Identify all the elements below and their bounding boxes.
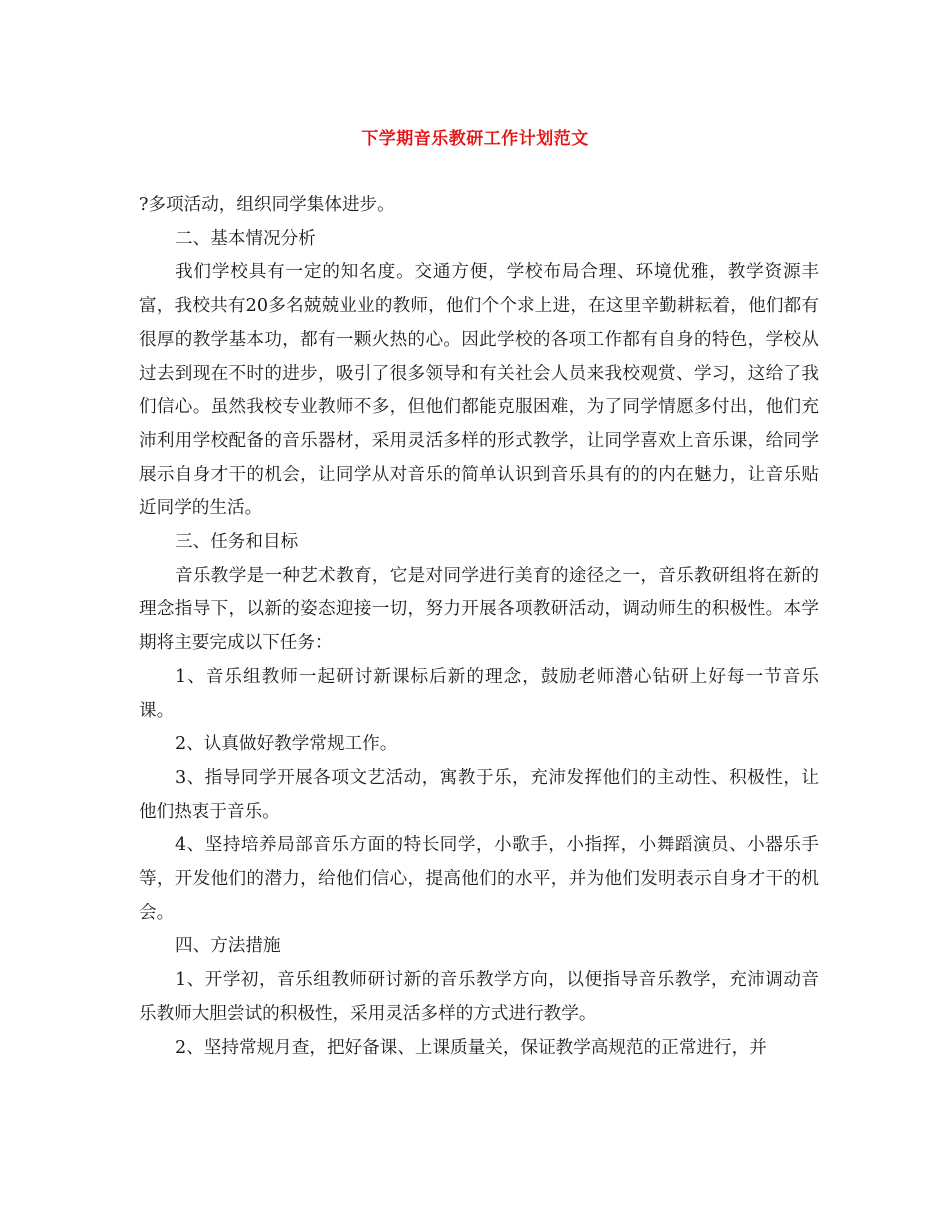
section-heading-basic-situation: 二、基本情况分析 (175, 228, 316, 249)
paragraph: 音乐教学是一种艺术教育，它是对同学进行美育的途径之一，音乐教研组将在新的理念指导下，以新的姿态迎接一切，努力开展各项教研活动，调动师生的积极性。本学期将主要完成以下任务： (139, 565, 819, 654)
list-item: 2、坚持常规月查，把好备课、上课质量关，保证教学高规范的正常进行，并 (175, 1037, 767, 1058)
section-heading-tasks-goals: 三、任务和目标 (175, 532, 299, 553)
list-item: 1、开学初，音乐组教师研讨新的音乐教学方向，以便指导音乐教学，充沛调动音乐教师大胆尝试的积极性，采用灵活多样的方式进行教学。 (139, 970, 819, 1024)
list-item: 3、指导同学开展各项文艺活动，寓教于乐，充沛发挥他们的主动性、积极性，让他们热衷于音乐。 (139, 767, 819, 822)
list-item: 4、坚持培养局部音乐方面的特长同学，小歌手，小指挥，小舞蹈演员、小器乐手等，开发他们的潜力，给他们信心，提高他们的水平，并为他们发明表示自身才干的机会。 (139, 835, 819, 923)
list-item: 2、认真做好教学常规工作。 (175, 734, 398, 755)
document-body (139, 189, 819, 1065)
section-heading-methods: 四、方法措施 (175, 936, 281, 957)
document-title: 下学期音乐教研工作计划范文 (361, 129, 589, 149)
list-item: 1、音乐组教师一起研讨新课标后新的理念，鼓励老师潜心钻研上好每一节音乐课。 (139, 666, 819, 721)
paragraph: ?多项活动，组织同学集体进步。 (139, 195, 395, 215)
paragraph: 我们学校具有一定的知名度。交通方便，学校布局合理、环境优雅，教学资源丰富，我校共有20多名兢兢业业的教师，他们个个求上进，在这里辛勤耕耘着，他们都有很厚的教学基本功，都有一颗火热的心。因此学校的各项工作都有自身的特色，学校从过去到现在不时的进步，吸引了很多领导和有关社会人员来我校观赏、学习，这给了我们信心。虽然我校专业教师不多，但他们都能克服困难，为了同学情愿多付出，他们充沛利用学校配备的音乐器材，采用灵活多样的形式教学，让同学喜欢上音乐课，给同学展示自身才干的机会，让同学从对音乐的简单认识到音乐具有的的内在魅力，让音乐贴近同学的生活。 (139, 262, 819, 519)
